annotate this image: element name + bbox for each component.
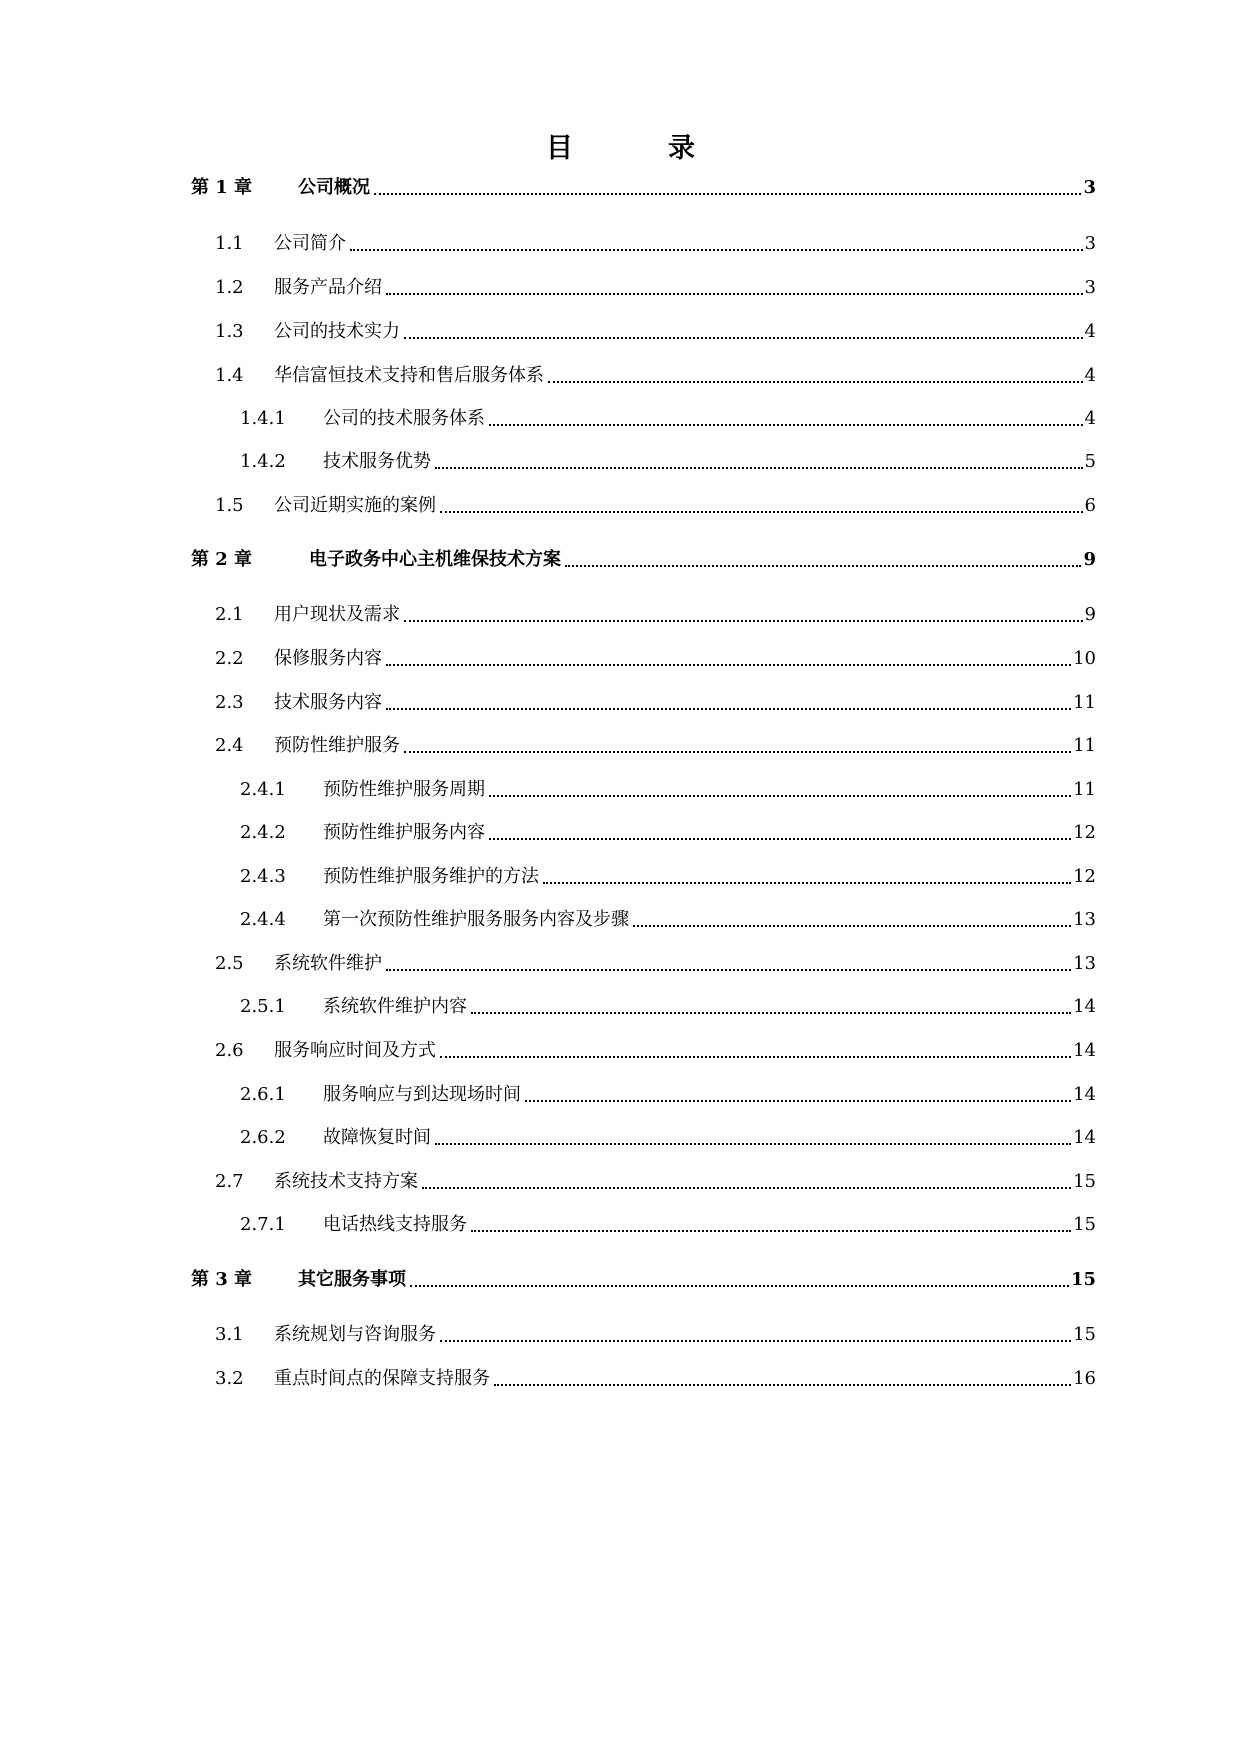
toc-entry-title: 预防性维护服务周期	[323, 779, 485, 800]
toc-entry-number: 第 3 章	[191, 1269, 253, 1290]
toc-entry-title: 电话热线支持服务	[323, 1214, 467, 1235]
toc-entry-title: 预防性维护服务内容	[323, 822, 485, 843]
toc-entry-page-number: 10	[1073, 648, 1096, 669]
toc-entry-subsub[interactable]	[0, 1211, 1241, 1239]
dot-leader	[440, 511, 1083, 513]
dot-leader	[440, 1056, 1071, 1058]
toc-entry-number: 1.4.2	[240, 451, 286, 472]
toc-entry-title: 系统软件维护内容	[323, 996, 467, 1017]
toc-entry-page-number: 4	[1084, 408, 1096, 429]
toc-entry-number: 2.6.1	[240, 1084, 286, 1105]
toc-entry-title: 系统技术支持方案	[274, 1171, 418, 1192]
toc-entry-number: 第 1 章	[191, 177, 253, 198]
toc-entry-title: 公司近期实施的案例	[274, 495, 436, 516]
toc-entry-number: 2.6.2	[240, 1127, 286, 1148]
dot-leader	[565, 565, 1081, 567]
toc-entry-page-number: 11	[1073, 692, 1096, 713]
dot-leader	[548, 381, 1083, 383]
toc-entry-number: 2.5	[215, 953, 244, 974]
dot-leader	[386, 708, 1071, 710]
toc-entry-sub[interactable]	[0, 274, 1241, 302]
toc-entry-sub[interactable]	[0, 492, 1241, 520]
toc-entry-title: 重点时间点的保障支持服务	[274, 1368, 490, 1389]
dot-leader	[386, 293, 1083, 295]
toc-entry-page-number: 14	[1073, 1127, 1096, 1148]
toc-entry-page-number: 13	[1073, 909, 1096, 930]
toc-entry-subsub[interactable]	[0, 405, 1241, 433]
toc-entry-page-number: 13	[1073, 953, 1096, 974]
toc-entry-title: 电子政务中心主机维保技术方案	[309, 549, 561, 570]
toc-entry-subsub[interactable]	[0, 993, 1241, 1021]
dot-leader	[494, 1384, 1071, 1386]
toc-entry-page-number: 15	[1073, 1214, 1096, 1235]
toc-entry-number: 1.1	[215, 233, 244, 254]
toc-entry-number: 2.4.1	[240, 779, 286, 800]
toc-entry-sub[interactable]	[0, 1168, 1241, 1196]
dot-leader	[633, 925, 1071, 927]
dot-leader	[404, 751, 1071, 753]
toc-entry-page-number: 11	[1073, 735, 1096, 756]
toc-entry-number: 3.2	[215, 1368, 244, 1389]
toc-entry-page-number: 15	[1070, 1269, 1096, 1290]
dot-leader	[525, 1100, 1071, 1102]
toc-entry-title: 公司简介	[274, 233, 346, 254]
toc-entry-sub[interactable]	[0, 645, 1241, 673]
toc-entry-page-number: 14	[1073, 996, 1096, 1017]
toc-entry-number: 2.7	[215, 1171, 244, 1192]
toc-entry-number: 2.4.2	[240, 822, 286, 843]
toc-entry-page-number: 14	[1073, 1084, 1096, 1105]
toc-entry-title: 华信富恒技术支持和售后服务体系	[274, 365, 544, 386]
toc-entry-title: 故障恢复时间	[323, 1127, 431, 1148]
toc-entry-chapter[interactable]	[0, 546, 1241, 574]
toc-entry-page-number: 9	[1084, 604, 1096, 625]
dot-leader	[386, 664, 1071, 666]
toc-entry-page-number: 3	[1084, 277, 1096, 298]
toc-entry-number: 2.1	[215, 604, 244, 625]
toc-entry-number: 2.6	[215, 1040, 244, 1061]
toc-entry-number: 2.4.3	[240, 866, 286, 887]
toc-entry-page-number: 3	[1084, 233, 1096, 254]
dot-leader	[435, 467, 1083, 469]
toc-entry-number: 1.4	[215, 365, 244, 386]
toc-entry-title: 预防性维护服务	[274, 735, 400, 756]
toc-entry-number: 2.4	[215, 735, 244, 756]
toc-entry-page-number: 5	[1084, 451, 1096, 472]
toc-entry-number: 1.5	[215, 495, 244, 516]
toc-entry-sub[interactable]	[0, 362, 1241, 390]
toc-entry-page-number: 4	[1084, 321, 1096, 342]
dot-leader	[471, 1230, 1071, 1232]
toc-entry-chapter[interactable]	[0, 1266, 1241, 1294]
toc-entry-subsub[interactable]	[0, 1081, 1241, 1109]
dot-leader	[440, 1340, 1071, 1342]
toc-entry-page-number: 14	[1073, 1040, 1096, 1061]
toc-entry-title: 服务响应时间及方式	[274, 1040, 436, 1061]
toc-entry-number: 1.2	[215, 277, 244, 298]
toc-entry-sub[interactable]	[0, 1037, 1241, 1065]
toc-entry-subsub[interactable]	[0, 906, 1241, 934]
toc-entry-number: 2.4.4	[240, 909, 286, 930]
toc-entry-subsub[interactable]	[0, 1124, 1241, 1152]
dot-leader	[471, 1012, 1071, 1014]
toc-entry-title: 公司的技术服务体系	[323, 408, 485, 429]
toc-entry-page-number: 9	[1083, 549, 1096, 570]
toc-entry-title: 技术服务优势	[323, 451, 431, 472]
toc-entry-number: 2.2	[215, 648, 244, 669]
toc-entry-title: 其它服务事项	[298, 1269, 406, 1290]
toc-entry-number: 第 2 章	[191, 549, 253, 570]
toc-entry-page-number: 12	[1073, 866, 1096, 887]
toc-entry-sub[interactable]	[0, 1365, 1241, 1393]
toc-entry-page-number: 11	[1073, 779, 1096, 800]
toc-entry-number: 1.3	[215, 321, 244, 342]
toc-entry-title: 预防性维护服务维护的方法	[323, 866, 539, 887]
toc-entry-sub[interactable]	[0, 950, 1241, 978]
toc-entry-sub[interactable]	[0, 230, 1241, 258]
toc-entry-title: 技术服务内容	[274, 692, 382, 713]
dot-leader	[374, 193, 1081, 195]
toc-entry-title: 保修服务内容	[274, 648, 382, 669]
toc-entry-number: 2.5.1	[240, 996, 286, 1017]
toc-entry-title: 第一次预防性维护服务服务内容及步骤	[323, 909, 629, 930]
toc-entry-sub[interactable]	[0, 318, 1241, 346]
page-title: 目 录	[546, 133, 729, 164]
toc-entry-page-number: 4	[1084, 365, 1096, 386]
toc-entry-page-number: 16	[1073, 1368, 1096, 1389]
toc-entry-subsub[interactable]	[0, 448, 1241, 476]
toc-entry-subsub[interactable]	[0, 863, 1241, 891]
toc-entry-number: 3.1	[215, 1324, 244, 1345]
toc-entry-subsub[interactable]	[0, 776, 1241, 804]
toc-entry-page-number: 15	[1073, 1171, 1096, 1192]
toc-entry-sub[interactable]	[0, 601, 1241, 629]
toc-entry-page-number: 12	[1073, 822, 1096, 843]
dot-leader	[350, 249, 1083, 251]
toc-entry-number: 2.3	[215, 692, 244, 713]
dot-leader	[422, 1187, 1071, 1189]
toc-entry-sub[interactable]	[0, 732, 1241, 760]
dot-leader	[404, 620, 1083, 622]
dot-leader	[386, 969, 1071, 971]
toc-entry-sub[interactable]	[0, 1321, 1241, 1349]
toc-entry-title: 系统软件维护	[274, 953, 382, 974]
toc-entry-title: 公司概况	[298, 177, 370, 198]
toc-entry-number: 1.4.1	[240, 408, 286, 429]
dot-leader	[489, 838, 1071, 840]
toc-entry-page-number: 15	[1073, 1324, 1096, 1345]
toc-entry-chapter[interactable]	[0, 174, 1241, 202]
toc-entry-number: 2.7.1	[240, 1214, 286, 1235]
toc-entry-page-number: 6	[1084, 495, 1096, 516]
toc-entry-sub[interactable]	[0, 689, 1241, 717]
toc-entry-title: 系统规划与咨询服务	[274, 1324, 436, 1345]
dot-leader	[404, 337, 1083, 339]
dot-leader	[543, 882, 1071, 884]
toc-entry-subsub[interactable]	[0, 819, 1241, 847]
toc-entry-title: 服务响应与到达现场时间	[323, 1084, 521, 1105]
toc-entry-title: 服务产品介绍	[274, 277, 382, 298]
toc-entry-title: 用户现状及需求	[274, 604, 400, 625]
toc-entry-title: 公司的技术实力	[274, 321, 400, 342]
toc-entry-page-number: 3	[1083, 177, 1096, 198]
dot-leader	[489, 795, 1071, 797]
dot-leader	[489, 424, 1083, 426]
dot-leader	[410, 1285, 1069, 1287]
dot-leader	[435, 1143, 1071, 1145]
